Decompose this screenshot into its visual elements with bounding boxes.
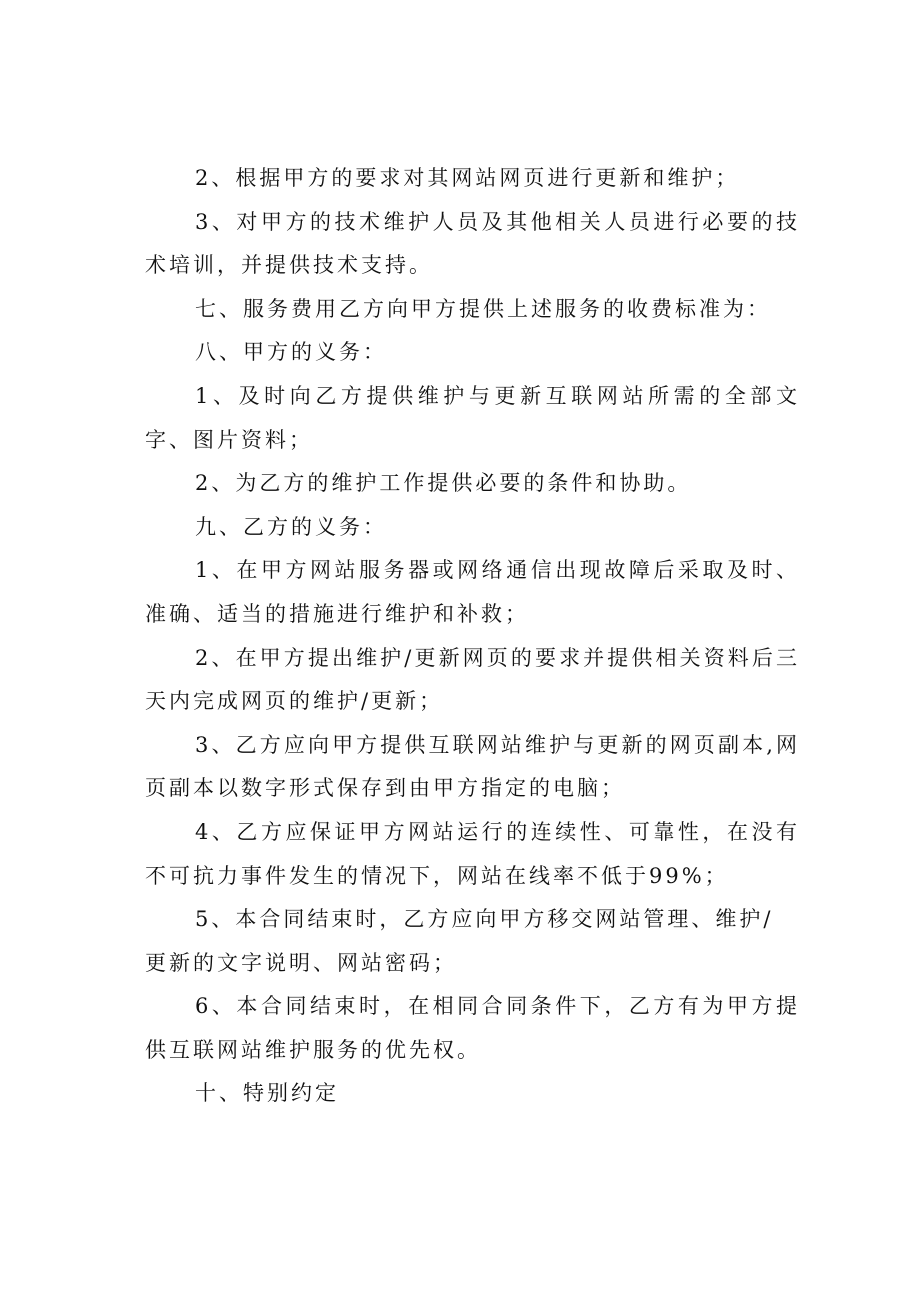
party-b-duty-5: 5、本合同结束时，乙方应向甲方移交网站管理、维护/ 更新的文字说明、网站密码； bbox=[145, 907, 774, 975]
document-body bbox=[145, 157, 800, 1116]
party-b-duty-1: 1、在甲方网站服务器或网络通信出现故障后采取及时、准确、适当的措施进行维护和补救； bbox=[145, 558, 800, 626]
party-a-duty-2: 2、为乙方的维护工作提供必要的条件和协助。 bbox=[195, 471, 692, 496]
paragraph-item-3-training: 3、对甲方的技术维护人员及其他相关人员进行必要的技术培训，并提供技术支持。 bbox=[145, 209, 800, 278]
party-b-duty-3: 3、乙方应向甲方提供互联网站维护与更新的网页副本,网页副本以数字形式保存到由甲方指定的电脑； bbox=[145, 732, 800, 801]
party-a-duty-1: 1、及时向乙方提供维护与更新互联网站所需的全部文字、图片资料； bbox=[145, 383, 800, 452]
party-b-duty-6: 6、本合同结束时，在相同合同条件下，乙方有为甲方提供互联网站维护服务的优先权。 bbox=[145, 994, 800, 1062]
party-b-duty-4: 4、乙方应保证甲方网站运行的连续性、可靠性，在没有不可抗力事件发生的情况下，网站在线率不低于99%； bbox=[145, 819, 800, 888]
section-seven-service-fee: 七、服务费用乙方向甲方提供上述服务的收费标准为： bbox=[195, 296, 771, 321]
section-nine-heading: 九、乙方的义务： bbox=[195, 514, 387, 539]
section-eight-heading: 八、甲方的义务： bbox=[195, 340, 387, 365]
paragraph-item-2-update: 2、根据甲方的要求对其网站网页进行更新和维护； bbox=[195, 166, 740, 190]
section-ten-heading: 十、特别约定 bbox=[195, 1081, 339, 1106]
party-b-duty-2: 2、在甲方提出维护/更新网页的要求并提供相关资料后三天内完成网页的维护/更新； bbox=[145, 645, 800, 714]
